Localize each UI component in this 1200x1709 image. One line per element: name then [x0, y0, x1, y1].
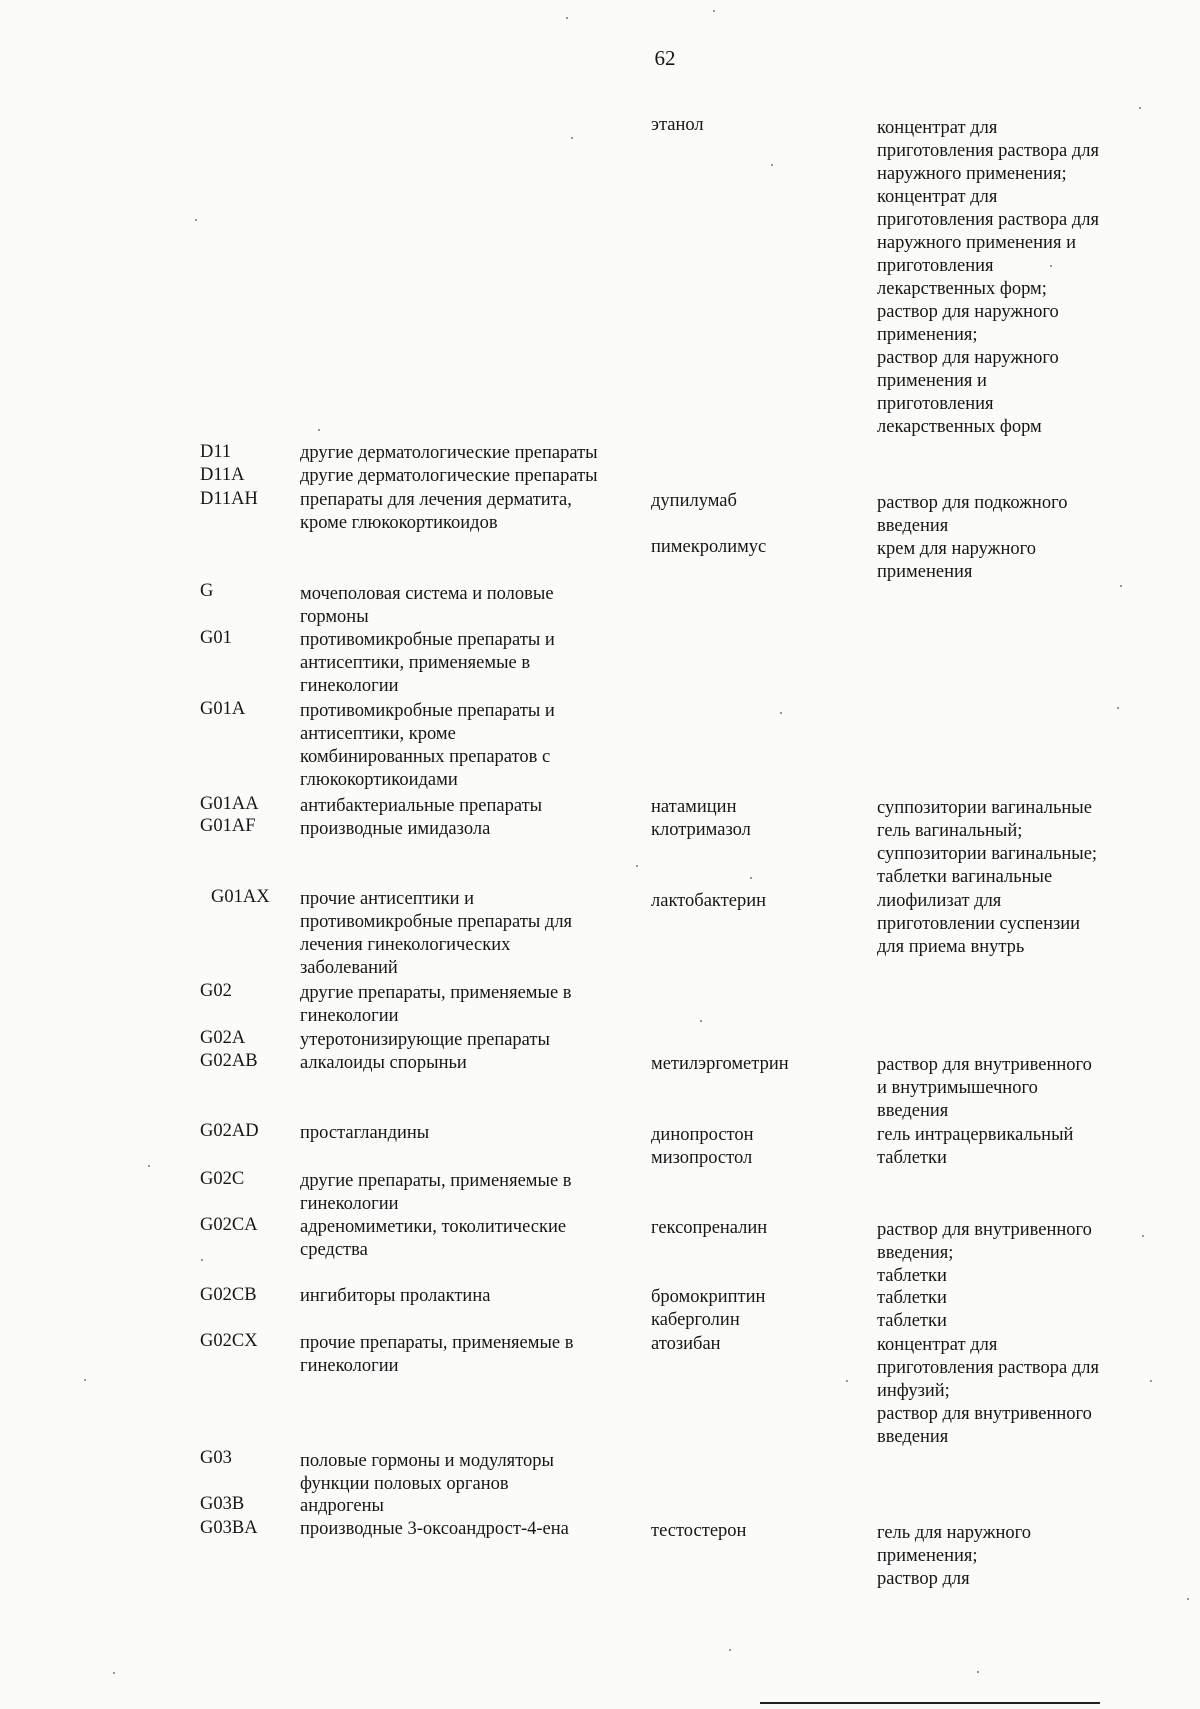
form-cell: суппозитории вагинальные: [877, 798, 1092, 818]
group-name-cell: утеротонизирующие препараты: [300, 1030, 550, 1050]
inn-cell: тестостерон: [651, 1521, 747, 1541]
inn-cell: бромокриптин: [651, 1287, 766, 1307]
inn-cell: метилэргометрин: [651, 1054, 789, 1074]
atc-code-cell: G03B: [200, 1494, 245, 1514]
form-cell: таблетки: [877, 1288, 947, 1308]
inn-cell: динопростон: [651, 1125, 754, 1145]
atc-code-cell: G02C: [200, 1169, 245, 1189]
form-cell: таблетки: [877, 1148, 947, 1168]
inn-cell: мизопростол: [651, 1148, 753, 1168]
form-cell: гель вагинальный; суппозитории вагинальные; таблетки вагинальные: [877, 821, 1098, 887]
form-cell: концентрат для приготовления раствора для наружного применения; концентрат для приготовления раствора для наружного применения и приготовления лекарственных форм; раствор для наружного применения; раствор для наружного применения и приготовления лекарственных форм: [877, 118, 1099, 437]
group-name-cell: прочие препараты, применяемые в гинекологии: [300, 1333, 574, 1376]
atc-code-cell: G02A: [200, 1028, 246, 1048]
inn-cell: атозибан: [651, 1334, 721, 1354]
group-name-cell: антибактериальные препараты: [300, 796, 543, 816]
atc-code-cell: D11A: [200, 465, 245, 485]
group-name-cell: алкалоиды спорыньи: [300, 1053, 467, 1073]
atc-code-cell: G03: [200, 1448, 232, 1468]
group-name-cell: другие дерматологические препараты: [300, 466, 598, 486]
group-name-cell: прочие антисептики и противомикробные препараты для лечения гинекологических заболеваний: [300, 889, 573, 978]
inn-cell: лактобактерин: [651, 891, 766, 911]
atc-code-cell: G02AD: [200, 1121, 259, 1141]
atc-code-cell: G01A: [200, 699, 246, 719]
form-cell: раствор для подкожного введения: [877, 493, 1068, 536]
group-name-cell: адреномиметики, токолитические средства: [300, 1217, 567, 1260]
group-name-cell: другие препараты, применяемые в гинекологии: [300, 1171, 572, 1214]
form-cell: раствор для внутривенного введения; таблетки: [877, 1220, 1092, 1286]
inn-cell: дупилумаб: [651, 491, 737, 511]
page-number: 62: [654, 46, 676, 70]
inn-cell: клотримазол: [651, 820, 751, 840]
group-name-cell: производные 3-оксоандрост-4-ена: [300, 1519, 569, 1539]
group-name-cell: ингибиторы пролактина: [300, 1286, 491, 1306]
scan-edge-rule: [760, 1702, 1100, 1704]
atc-code-cell: D11: [200, 442, 232, 462]
inn-cell: пимекролимус: [651, 537, 767, 557]
atc-code-cell: G03BA: [200, 1518, 258, 1538]
atc-code-cell: G02: [200, 981, 232, 1001]
group-name-cell: препараты для лечения дерматита, кроме глюкокортикоидов: [300, 490, 572, 533]
atc-code-cell: D11AH: [200, 489, 258, 509]
group-name-cell: простагландины: [300, 1123, 430, 1143]
atc-code-cell: G01: [200, 628, 232, 648]
group-name-cell: противомикробные препараты и антисептики, кроме комбинированных препаратов с глюкокортикоидами: [300, 701, 555, 790]
inn-cell: каберголин: [651, 1310, 740, 1330]
inn-cell: натамицин: [651, 797, 737, 817]
atc-code-cell: G02CA: [200, 1215, 258, 1235]
form-cell: раствор для внутривенного и внутримышечного введения: [877, 1055, 1092, 1121]
atc-code-cell: G01AF: [200, 816, 256, 836]
form-cell: крем для наружного применения: [877, 539, 1036, 582]
atc-code-cell: G02CB: [200, 1285, 257, 1305]
atc-code-cell: G02AB: [200, 1051, 258, 1071]
group-name-cell: другие препараты, применяемые в гинекологии: [300, 983, 572, 1026]
group-name-cell: производные имидазола: [300, 819, 491, 839]
atc-code-cell: G02CX: [200, 1331, 258, 1351]
inn-cell: этанол: [651, 115, 704, 135]
group-name-cell: андрогены: [300, 1496, 384, 1516]
form-cell: таблетки: [877, 1311, 947, 1331]
inn-cell: гексопреналин: [651, 1218, 768, 1238]
form-cell: лиофилизат для приготовлении суспензии для приема внутрь: [877, 891, 1081, 957]
group-name-cell: половые гормоны и модуляторы функции половых органов: [300, 1451, 554, 1494]
form-cell: гель интрацервикальный: [877, 1125, 1074, 1145]
atc-code-cell: G01AX: [211, 887, 270, 907]
group-name-cell: мочеполовая система и половые гормоны: [300, 584, 554, 627]
group-name-cell: другие дерматологические препараты: [300, 443, 598, 463]
form-cell: концентрат для приготовления раствора для инфузий; раствор для внутривенного введения: [877, 1335, 1099, 1447]
group-name-cell: противомикробные препараты и антисептики, применяемые в гинекологии: [300, 630, 555, 696]
form-cell: гель для наружного применения; раствор для: [877, 1523, 1032, 1589]
atc-code-cell: G01AA: [200, 794, 259, 814]
atc-code-cell: G: [200, 581, 214, 601]
